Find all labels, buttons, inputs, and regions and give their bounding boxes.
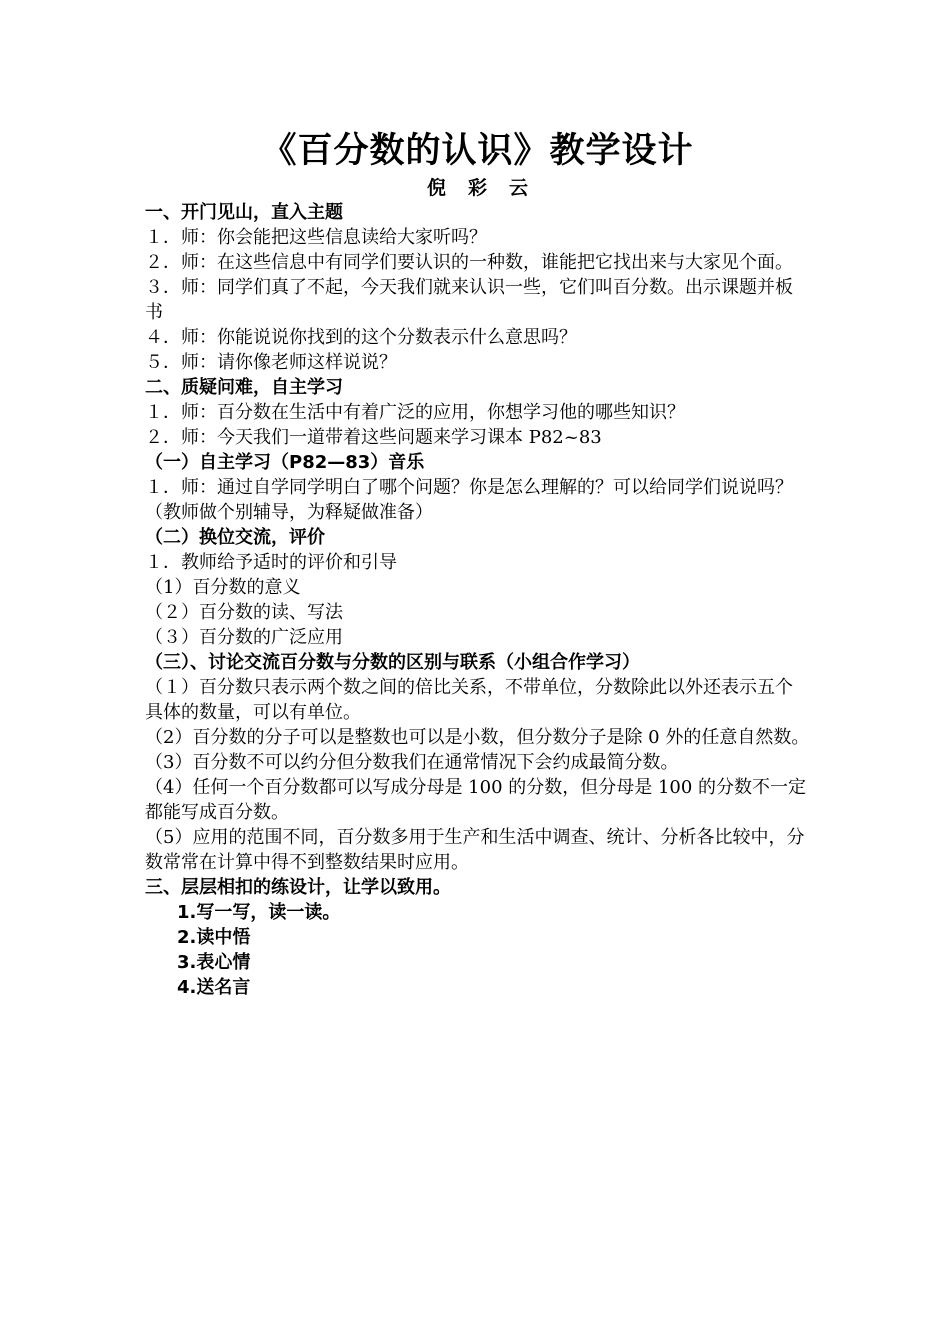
sub3-item-1: （１）百分数只表示两个数之间的倍比关系，不带单位，分数除此以外还表示五个具体的数量，可以有单位。 — [145, 677, 793, 723]
section-heading-2: 二、质疑问难，自主学习 — [145, 377, 343, 398]
section3-item-4: 4.送名言 — [177, 977, 251, 998]
section1-item-3: ３．师：同学们真了不起，今天我们就来认识一些，它们叫百分数。出示课题并板书 — [145, 277, 793, 323]
section3-item-2: 2.读中悟 — [177, 927, 251, 948]
sub1-item-2: （教师做个别辅导，为释疑做准备） — [145, 502, 433, 523]
section1-item-5: ５．师：请你像老师这样说说？ — [145, 352, 397, 373]
sub1-item-1: １．师：通过自学同学明白了哪个问题？你是怎么理解的？可以给同学们说说吗？ — [145, 477, 793, 498]
sub3-item-2: （2）百分数的分子可以是整数也可以是小数，但分数分子是除 0 外的任意自然数。 — [145, 727, 810, 748]
section3-item-1: 1.写一写，读一读。 — [177, 902, 341, 923]
subsection-heading-2: （二）换位交流，评价 — [145, 527, 325, 548]
subsection-heading-3: （三）、讨论交流百分数与分数的区别与联系（小组合作学习） — [145, 652, 640, 673]
section1-item-1: １．师：你会能把这些信息读给大家听吗？ — [145, 227, 487, 248]
sub3-item-5: （5）应用的范围不同，百分数多用于生产和生活中调查、统计、分析各比较中，分数常常在计算中得不到整数结果时应用。 — [145, 827, 805, 873]
document-title: 《百分数的认识》教学设计 — [261, 131, 694, 171]
section1-item-2: ２．师：在这些信息中有同学们要认识的一种数，谁能把它找出来与大家见个面。 — [145, 252, 793, 273]
section3-item-3: 3.表心情 — [177, 952, 251, 973]
sub2-item-1: １．教师给予适时的评价和引导 — [145, 552, 397, 573]
sub3-item-3: （3）百分数不可以约分但分数我们在通常情况下会约成最简分数。 — [145, 752, 679, 773]
section1-item-4: ４．师：你能说说你找到的这个分数表示什么意思吗？ — [145, 327, 577, 348]
sub3-item-4: （4）任何一个百分数都可以写成分母是 100 的分数，但分母是 100 的分数不一定都能写成百分数。 — [145, 777, 807, 823]
section-heading-3: 三、层层相扣的练设计，让学以致用。 — [145, 877, 451, 898]
subsection-heading-1: （一）自主学习（P82—83）音乐 — [145, 452, 425, 473]
author-name: 倪彩云 — [426, 177, 550, 199]
sub2-item-3: （２）百分数的读、写法 — [145, 602, 343, 623]
document-body — [145, 128, 810, 1000]
section-heading-1: 一、开门见山，直入主题 — [145, 202, 343, 223]
sub2-item-2: （1）百分数的意义 — [145, 577, 301, 598]
section2-item-2: ２．师：今天我们一道带着这些问题来学习课本 P82~83 — [145, 427, 602, 448]
section2-item-1: １．师：百分数在生活中有着广泛的应用，你想学习他的哪些知识？ — [145, 402, 685, 423]
sub2-item-4: （３）百分数的广泛应用 — [145, 627, 343, 648]
